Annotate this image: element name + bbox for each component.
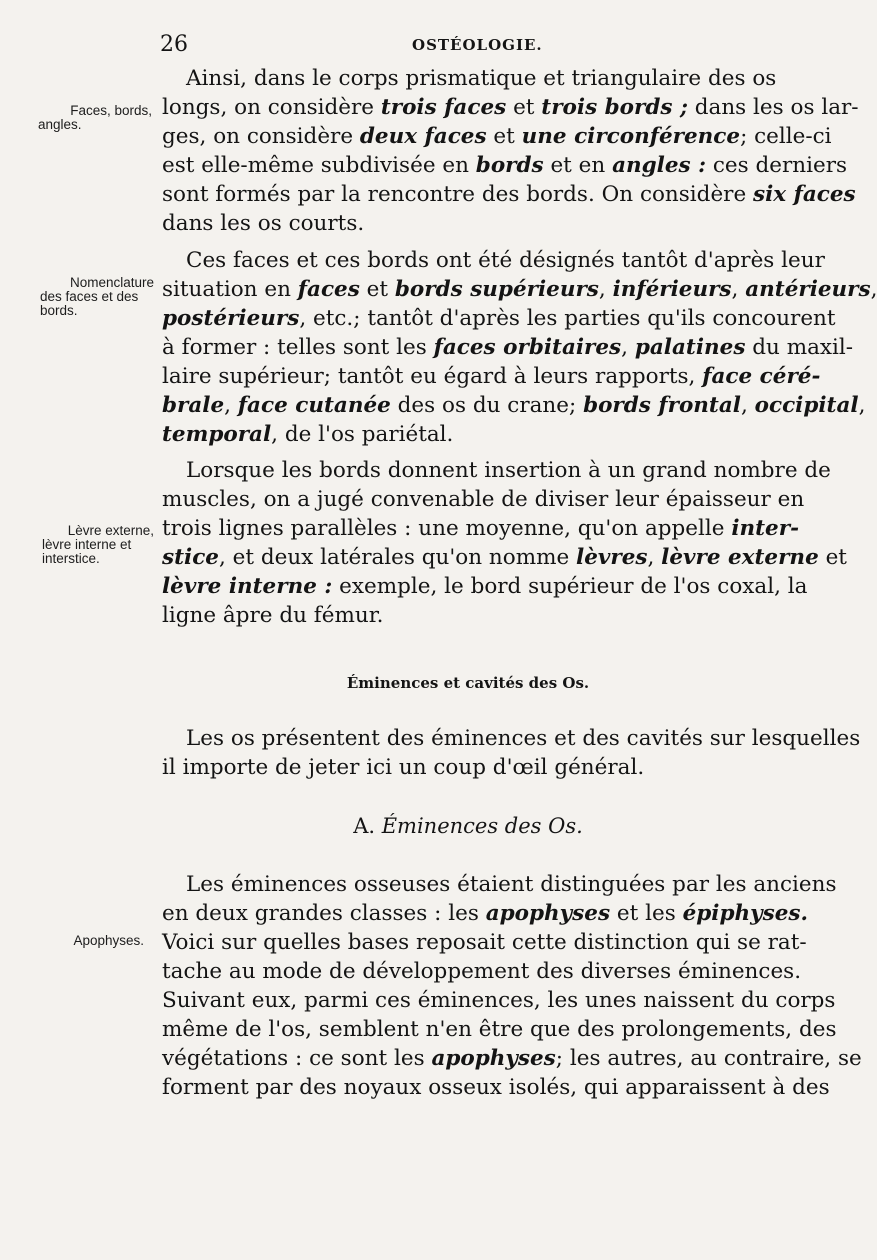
text-line: lèvre interne : exemple, le bord supérieur de l'os coxal, la [162,574,808,599]
margin-note-nomenclature [28,276,154,318]
margin-note-levre [28,524,154,566]
section-title-prefix: A. [353,814,382,838]
text-line: Ces faces et ces bords ont été désignés tantôt d'après leur [186,248,825,273]
text-line: stice, et deux latérales qu'on nomme lèvres, lèvre externe et [162,545,847,570]
margin-note-line: angles. [38,117,82,132]
margin-note-apophyses: Apophyses. [73,933,144,948]
text-line: temporal, de l'os pariétal. [162,422,454,447]
text-line: il importe de jeter ici un coup d'œil général. [162,755,645,780]
page-number: 26 [160,32,188,57]
paragraph-4 [162,724,861,782]
text-line: longs, on considère trois faces et trois bords ; dans les os lar- [162,95,859,120]
text-line: Lorsque les bords donnent insertion à un grand nombre de [186,458,831,483]
text-line: à former : telles sont les faces orbitaires, palatines du maxil- [162,335,854,360]
text-line: trois lignes parallèles : une moyenne, qu'on appelle inter- [162,516,799,541]
text-line: Les éminences osseuses étaient distinguées par les anciens [186,872,837,897]
text-line: Ainsi, dans le corps prismatique et triangulaire des os [186,66,777,91]
section-title-eminences [162,814,774,838]
margin-note-line: lèvre interne et [42,537,132,552]
section-title-text: Éminences des Os. [381,814,583,838]
margin-note-line: interstice. [42,551,100,566]
margin-note-line: Lèvre externe, [67,523,154,538]
paragraph-5 [162,870,862,1102]
text-line: laire supérieur; tantôt eu égard à leurs rapports, face céré- [162,364,821,389]
text-line: tache au mode de développement des diverses éminences. [162,959,802,984]
text-line: Suivant eux, parmi ces éminences, les unes naissent du corps [162,988,836,1013]
text-line: ges, on considère deux faces et une circonférence; celle-ci [162,124,832,149]
text-line: ligne âpre du fémur. [162,603,384,628]
paragraph-1 [162,64,859,238]
text-line: Les os présentent des éminences et des cavités sur lesquelles [186,726,861,751]
margin-note-line: Nomenclature [69,275,154,290]
text-line: Voici sur quelles bases reposait cette distinction qui se rat- [162,930,807,955]
text-line: brale, face cutanée des os du crane; bords frontal, occipital, [162,393,866,418]
margin-note-line: Faces, bords, [70,103,152,118]
text-line: en deux grandes classes : les apophyses et les épiphyses. [162,901,808,926]
text-line: postérieurs, etc.; tantôt d'après les parties qu'ils concourent [162,306,836,331]
text-line: muscles, on a jugé convenable de diviser leur épaisseur en [162,487,805,512]
subheading-eminences-cavites: Éminences et cavités des Os. [346,674,590,692]
margin-note-line: bords. [40,303,78,318]
text-line: situation en faces et bords supérieurs, inférieurs, antérieurs, [162,277,877,302]
text-line: sont formés par la rencontre des bords. On considère six faces [162,182,856,207]
page-header [150,30,780,60]
text-line: végétations : ce sont les apophyses; les autres, au contraire, se [162,1046,862,1071]
paragraph-3 [162,456,847,630]
text-line: forment par des noyaux osseux isolés, qui apparaissent à des [162,1075,830,1100]
text-line: même de l'os, semblent n'en être que des prolongements, des [162,1017,837,1042]
paragraph-2 [162,246,877,449]
margin-note-faces-bords [28,104,152,132]
text-line: dans les os courts. [162,211,365,236]
text-line: est elle-même subdivisée en bords et en angles : ces derniers [162,153,848,178]
margin-note-line: des faces et des [40,289,139,304]
running-title: OSTÉOLOGIE. [412,36,543,54]
